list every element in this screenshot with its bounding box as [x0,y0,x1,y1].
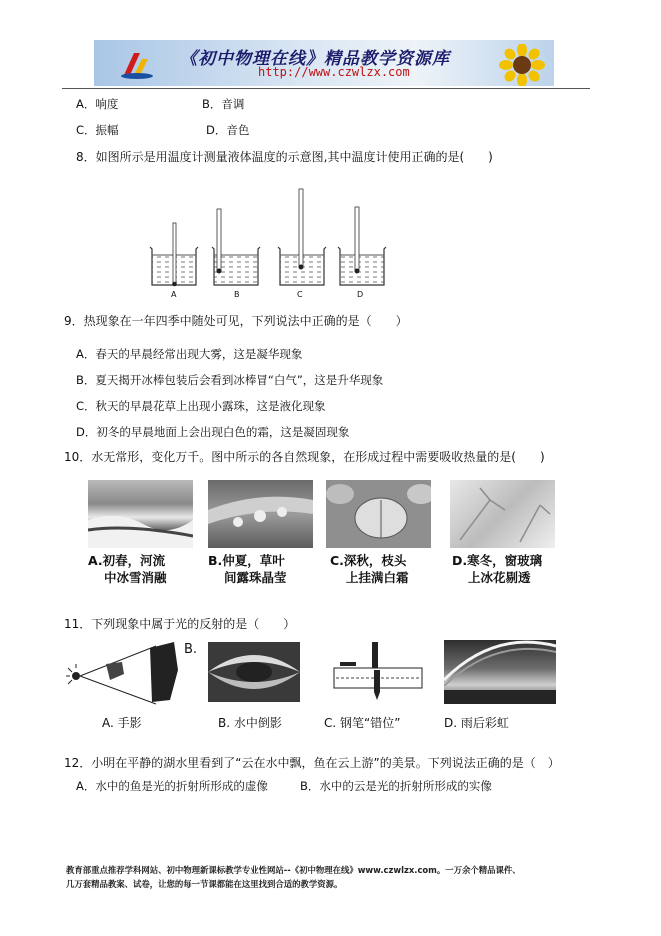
q9-stem: 9．热现象在一年四季中随处可见，下列说法中正确的是（ ） [64,314,408,328]
header-title: 《初中物理在线》精品教学资源库 [180,49,450,69]
q11-caption-c: C. 钢笔“错位” [324,716,401,730]
q7-option-a: A．响度 [76,97,119,111]
q7-option-c: C．振幅 [76,123,119,137]
q11-caption-a: A. 手影 [102,716,142,730]
q11-stem: 11．下列现象中属于光的反射的是（ ） [64,617,296,631]
q10-caption-b: B.仲夏，草叶 间露珠晶莹 [208,553,287,585]
q7-option-b: B．音调 [202,97,245,111]
photo-frost-leaves [326,480,431,548]
q10-caption-d: D.寒冬，窗玻璃 上冰花剔透 [452,553,543,585]
q8-label-c: C [297,290,303,299]
q12-stem: 12．小明在平静的湖水里看到了“云在水中飘，鱼在云上游”的美景。下列说法正确的是（ ） [64,756,560,770]
photo-window-frost [450,480,555,548]
q8-label-a: A [171,290,177,299]
q8-thermometer-figure [148,185,388,300]
q11-figure-b-label: B. [184,642,198,657]
q8-label-b: B [234,290,240,299]
q8-stem: 8．如图所示是用温度计测量液体温度的示意图,其中温度计使用正确的是( ) [76,150,493,164]
photo-river-thaw [88,480,193,548]
q11-figure-hand-shadow [66,640,198,708]
site-logo-icon [120,49,154,79]
q12-option-b: B．水中的云是光的折射所形成的实像 [300,779,492,793]
beaker-b [212,209,260,285]
q12-option-a: A．水中的鱼是光的折射所形成的虚像 [76,779,268,793]
sunflower-icon [498,44,546,86]
q7-option-d: D．音色 [206,123,250,137]
beaker-a [150,223,198,286]
beaker-c [278,189,326,285]
q11-figure-reflection [208,642,300,702]
q9-option-a: A．春天的早晨经常出现大雾，这是凝华现象 [76,347,303,361]
footer-line-2: 几万套精品教案、试卷，让您的每一节课都能在这里找到合适的教学资源。 [66,879,343,889]
beaker-d [338,207,386,285]
q9-option-d: D．初冬的早晨地面上会出现白色的霜，这是凝固现象 [76,425,350,439]
q9-option-c: C．秋天的早晨花草上出现小露珠，这是液化现象 [76,399,326,413]
header-url[interactable]: http://www.czwlzx.com [258,65,410,79]
q8-label-d: D [357,290,364,299]
q11-figure-pen-refraction [330,640,426,706]
q11-figure-rainbow [444,640,556,704]
q10-caption-a: A.初春，河流 中冰雪消融 [88,553,167,585]
q10-stem: 10．水无常形，变化万千。图中所示的各自然现象，在形成过程中需要吸收热量的是( ) [64,450,545,464]
q9-option-b: B．夏天揭开冰棒包装后会看到冰棒冒“白气”，这是升华现象 [76,373,384,387]
q11-caption-d: D. 雨后彩虹 [444,716,509,730]
q10-caption-c: C.深秋，枝头 上挂满白霜 [330,553,409,585]
q11-caption-b: B. 水中倒影 [218,716,282,730]
header-rule [62,88,590,89]
header-banner [94,40,554,86]
footer-line-1: 教育部重点推荐学科网站、初中物理新课标教学专业性网站--《初中物理在线》www.czwlzx.com。一万余个精品课件、 [66,865,521,875]
photo-dew-drops [208,480,313,548]
